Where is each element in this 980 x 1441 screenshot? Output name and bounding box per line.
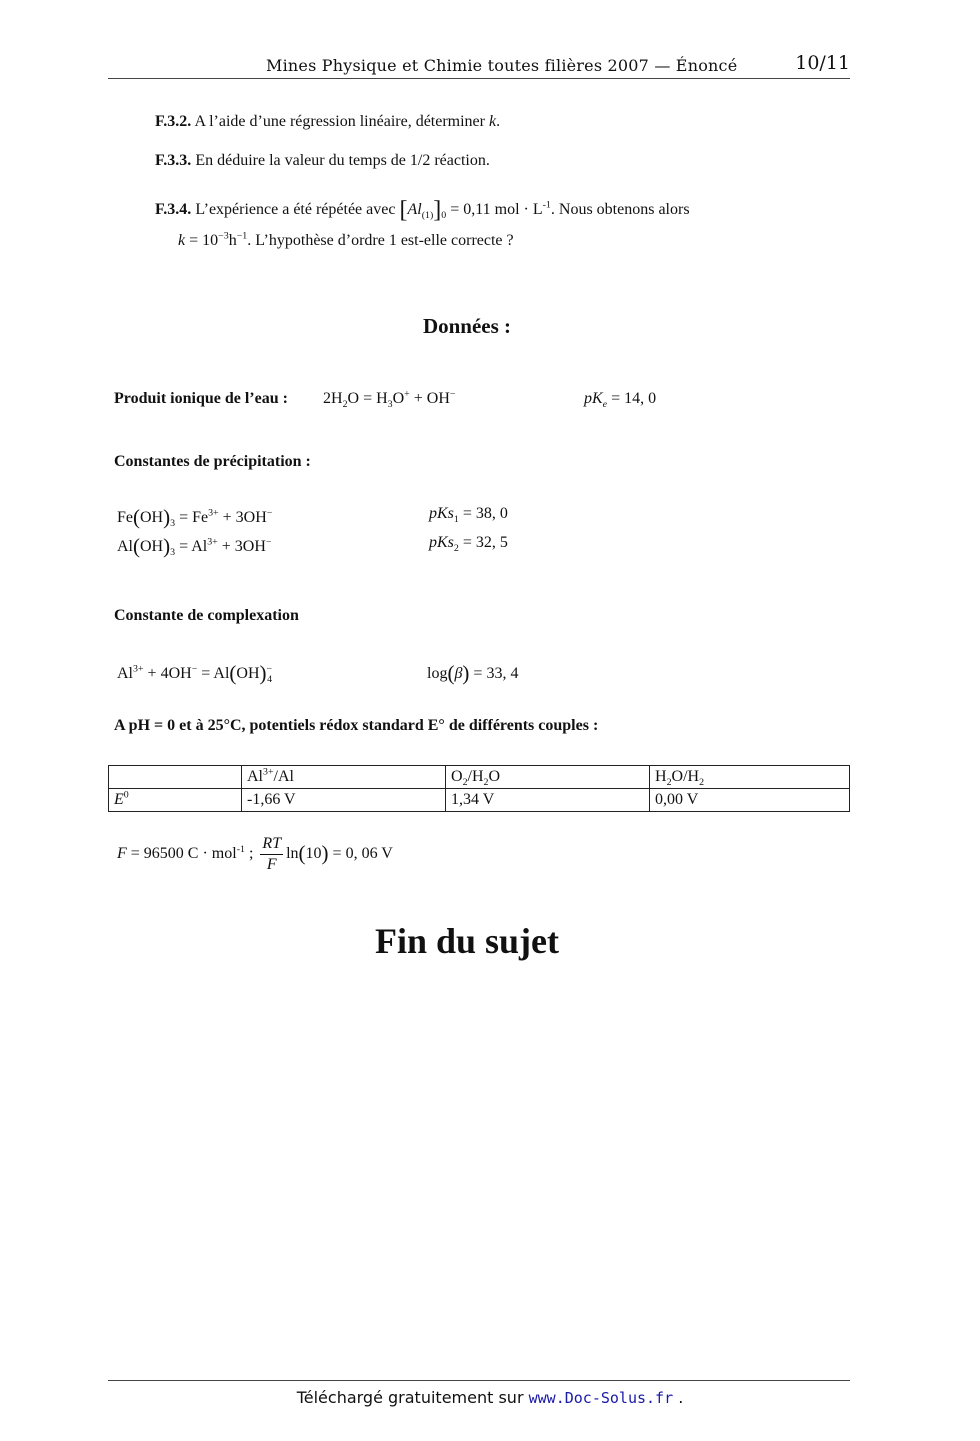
k-value: = 10 (185, 232, 219, 249)
log-beta-value: log(β) = 33, 4 (427, 661, 519, 685)
eq-part: = Al (197, 665, 230, 682)
footer-rule (108, 1380, 850, 1381)
pke-value (584, 390, 657, 411)
page-number: 10/11 (795, 52, 850, 74)
k-exp: −3 (218, 230, 229, 242)
beta-symbol: β (454, 665, 463, 682)
eq-part: + 3OH (218, 509, 267, 526)
question-text: L’expérience a été répétée avec (195, 201, 396, 218)
redox-label: A pH = 0 et à 25°C, potentiels rédox standard E° de différents couples : (114, 717, 599, 734)
eq-sub: 2 (342, 399, 348, 411)
eq-part: Al (117, 665, 133, 682)
faraday-symbol: F (117, 845, 127, 863)
row-label (109, 789, 242, 812)
pk-val: = 14, 0 (607, 390, 657, 407)
couple-sub: 2 (699, 777, 705, 789)
eq-part: = Al (175, 538, 208, 555)
eq-sub: 3 (170, 547, 176, 559)
question-f33 (155, 152, 490, 170)
couple-o2 (446, 766, 650, 789)
eq-sup: − (266, 663, 273, 675)
eq-part: = Fe (175, 509, 209, 526)
rt-over-f-fraction (260, 834, 283, 875)
pk-val: = 32, 5 (458, 534, 508, 551)
value-h2o: 0,00 V (650, 789, 850, 812)
concentration-zero: 0 (441, 210, 447, 222)
pk-sub: 1 (453, 514, 459, 526)
question-number: F.3.3. (155, 152, 192, 169)
pk-symbol: pKs (429, 505, 454, 522)
pk-val: = 38, 0 (458, 505, 508, 522)
table-row (109, 766, 850, 789)
log-fn: log (427, 665, 448, 682)
eq-sub: 3 (170, 518, 176, 530)
couple-part: /H (467, 768, 484, 785)
question-text: En déduire la valeur du temps de 1/2 réaction. (195, 152, 490, 169)
table-cell (109, 766, 242, 789)
eq-sup: − (191, 663, 198, 675)
footer-link[interactable]: www.Doc-Solus.fr (528, 1389, 674, 1407)
faraday-exp: -1 (236, 843, 245, 855)
pks1-value (429, 505, 508, 526)
pk-sub: 2 (453, 543, 459, 555)
pks2-value (429, 534, 508, 555)
couple-part: O (451, 768, 463, 785)
question-f34-line2 (178, 232, 514, 250)
precipitation-label: Constantes de précipitation : (114, 453, 311, 470)
donnees-title: Données : (422, 314, 512, 338)
concentration-exp: -1 (542, 199, 551, 211)
eq-part: O = H (347, 390, 388, 407)
eq-sup: 3+ (133, 663, 144, 675)
eq-part: Al (117, 538, 133, 555)
e0-symbol: E (114, 791, 124, 808)
k-unit: h (228, 232, 237, 249)
log-val: = 33, 4 (469, 665, 519, 682)
couple-sub: 2 (483, 777, 489, 789)
question-text-end: . (496, 113, 501, 130)
concentration-value: = 0,11 mol · L (450, 201, 543, 218)
couple-h2o (650, 766, 850, 789)
separator: ; (244, 845, 254, 863)
eq-part: + OH (409, 390, 450, 407)
faraday-constants: F = 96500 C · mol$^{-1}$ ; $\frac{RT}{F}$ ln(10) = 0, 06 V (117, 835, 393, 873)
eq-sup: − (265, 536, 272, 548)
couple-sub: 2 (462, 777, 468, 789)
footer-end: . (673, 1388, 684, 1407)
table-row (109, 789, 850, 812)
footer-text: Téléchargé gratuitement sur (296, 1388, 529, 1407)
eau-label: Produit ionique de l’eau : (114, 390, 288, 407)
eq-sup: 3+ (207, 536, 218, 548)
right-bracket: ] (433, 197, 442, 223)
couple-part: Al (247, 768, 263, 785)
pk-symbol: pKs (429, 534, 454, 551)
concentration-symbol: Al (407, 201, 422, 218)
question-f32 (155, 113, 500, 131)
page-header (108, 52, 850, 79)
precipitation-eq-fe: $Fe(OH)_3 = Fe^{3+} + 3OH^-$ (117, 505, 273, 530)
concentration-sub: (1) (421, 210, 434, 222)
eq-part: + 4OH (143, 665, 192, 682)
eq-sup: − (449, 388, 456, 400)
question-number: F.3.2. (155, 113, 192, 130)
k-unit-exp: −1 (236, 230, 248, 242)
eq-part: Fe (117, 509, 133, 526)
eq-part: O (392, 390, 405, 407)
complexation-label: Constante de complexation (114, 607, 299, 624)
question-text-b: . Nous obtenons alors (550, 201, 690, 218)
fraction-numerator: RT (260, 834, 283, 855)
question-f34 (155, 197, 690, 224)
left-bracket: [ (399, 197, 408, 223)
ln-arg: 10 (305, 845, 322, 863)
header-title: Mines Physique et Chimie toutes filières 2007 — Énoncé (266, 56, 738, 75)
fraction-denominator: F (266, 856, 277, 873)
faraday-value: = 96500 C · mol (126, 845, 237, 863)
precipitation-eq-al: $Al(OH)_3 = Al^{3+} + 3OH^-$ (117, 534, 272, 559)
eq-sub: 4 (267, 674, 273, 686)
couple-sub: 2 (666, 777, 672, 789)
pk-sub: e (602, 399, 608, 411)
e0-sup: 0 (123, 789, 129, 801)
eq-part: + 3OH (217, 538, 266, 555)
variable-k: k (178, 232, 186, 249)
eq-sub: 3 (387, 399, 393, 411)
couple-part: O (488, 768, 501, 785)
couple-part: H (655, 768, 667, 785)
couple-part: /Al (273, 768, 294, 785)
couple-part: O/H (671, 768, 700, 785)
value-al: -1,66 V (242, 789, 446, 812)
end-title: Fin du sujet (374, 921, 560, 961)
ln-value: = 0, 06 V (328, 845, 393, 863)
question-text-c: . L’hypothèse d’ordre 1 est-elle correcte ? (247, 232, 514, 249)
eq-part: 2H (323, 390, 343, 407)
page-footer (0, 1388, 980, 1407)
couple-al (242, 766, 446, 789)
eau-equation (323, 388, 456, 411)
redox-table (108, 765, 850, 812)
eq-sup: − (266, 507, 273, 519)
question-number: F.3.4. (155, 201, 192, 218)
ln-fn: ln (286, 845, 299, 863)
value-o2: 1,34 V (446, 789, 650, 812)
pk-symbol: pK (584, 390, 603, 407)
couple-sup: 3+ (263, 766, 274, 778)
variable-k: k (488, 113, 497, 130)
eq-sup: 3+ (208, 507, 219, 519)
complexation-equation: $Al^{3+} + 4OH^- = Al(OH)^-_4$ (117, 661, 273, 686)
eq-sup: + (404, 388, 410, 400)
question-text: A l’aide d’une régression linéaire, déterminer (194, 113, 489, 130)
